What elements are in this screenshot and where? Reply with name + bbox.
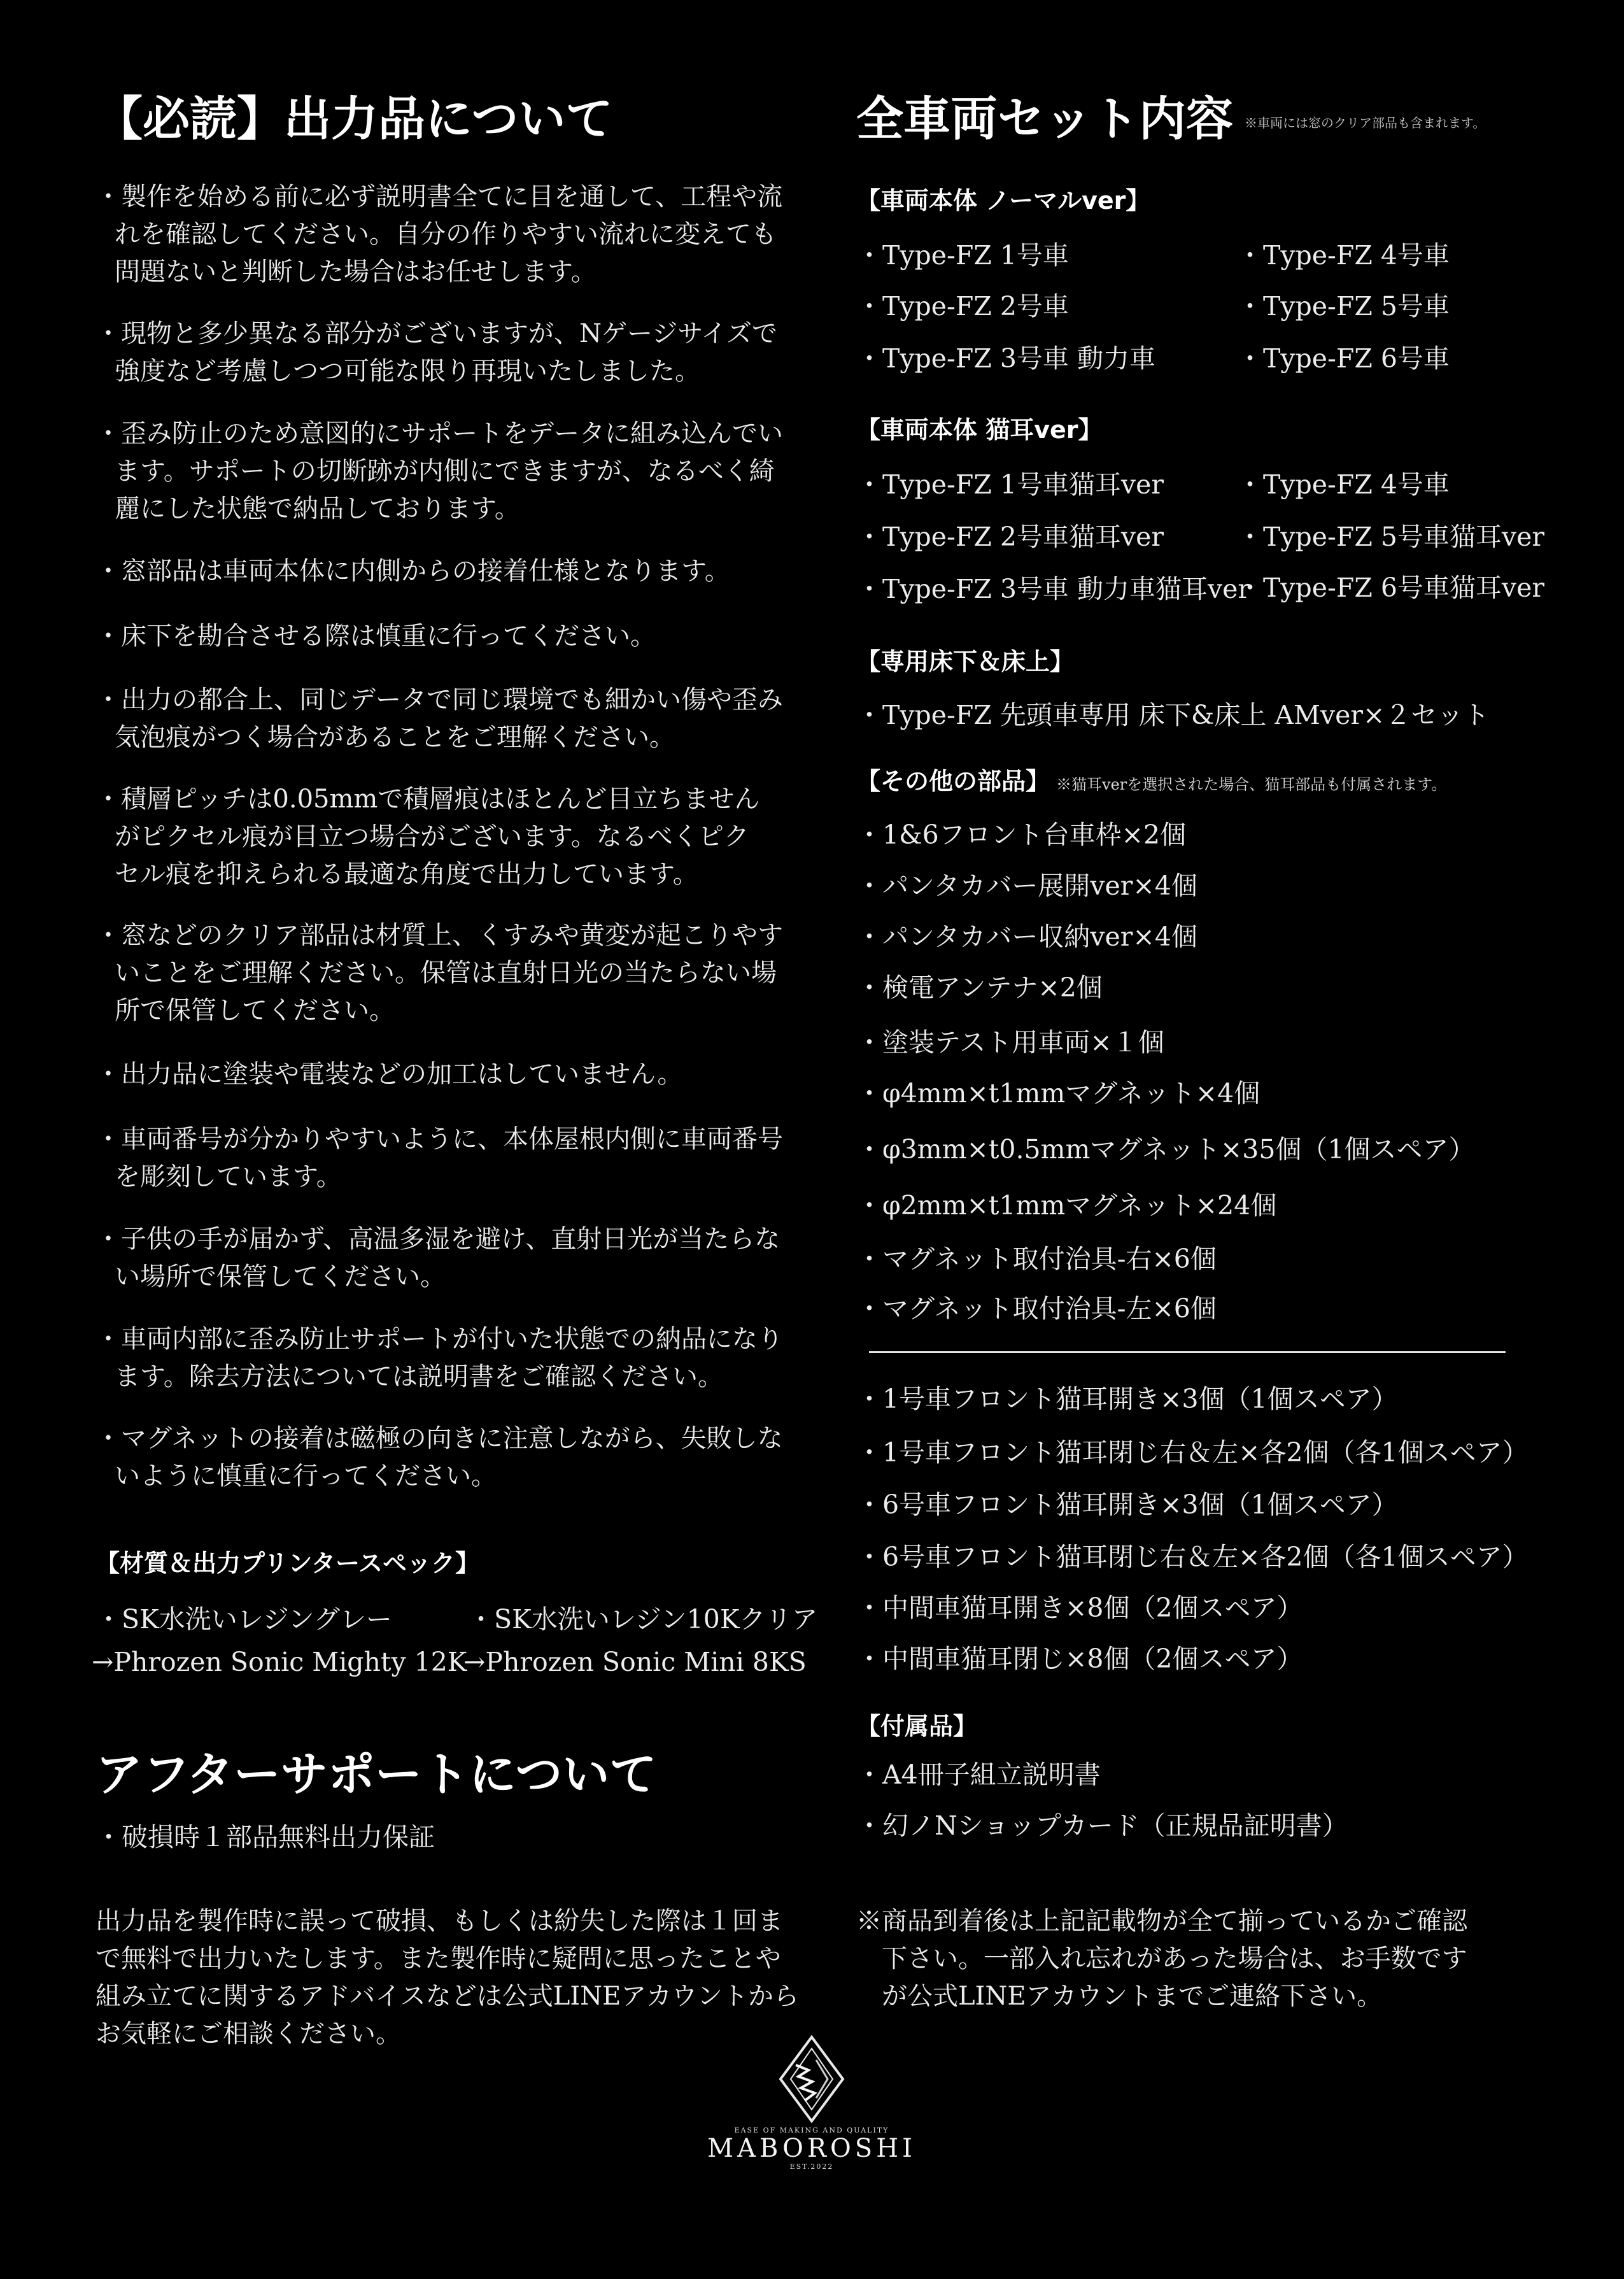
list-item: ・Type-FZ 2号車猫耳ver — [856, 522, 1164, 552]
list-item: ・Type-FZ 1号車 — [856, 240, 1069, 271]
list-item: ・幻ノNショップカード（正規品証明書） — [856, 1810, 1348, 1841]
support-guarantee: ・破損時１部品無料出力保証 — [95, 1822, 435, 1852]
note-item: ・子供の手が届かず、高温多湿を避け、直射日光が当たらな い場所で保管してください。 — [95, 1225, 780, 1291]
note-item: ・車両番号が分かりやすいように、本体屋根内側に車両番号 を彫刻しています。 — [95, 1125, 783, 1191]
list-item: ・中間車猫耳開き×8個（2個スペア） — [856, 1593, 1303, 1623]
spec-material-grey: ・SK水洗いレジングレー — [95, 1604, 392, 1635]
list-item: ・パンタカバー収納ver×4個 — [856, 921, 1197, 952]
list-item: ・塗装テスト用車両×１個 — [856, 1027, 1164, 1058]
list-item: ・Type-FZ 6号車 — [1237, 343, 1450, 374]
note-item: ・現物と多少異なる部分がございますが、Nゲージサイズで 強度など考慮しつつ可能な限り再現いたしました。 — [95, 319, 777, 386]
spec-material-clear: ・SK水洗いレジン10Kクリア — [468, 1604, 818, 1635]
list-item: ・φ4mm×t1mmマグネット×4個 — [856, 1078, 1260, 1109]
note-item: ・窓部品は車両本体に内側からの接着仕様となります。 — [95, 557, 730, 586]
section-divider — [869, 1351, 1506, 1353]
list-item: ・Type-FZ 5号車 — [1237, 291, 1450, 322]
floor-heading: 【専用床下＆床上】 — [856, 648, 1075, 676]
list-item: ・Type-FZ 3号車 動力車 — [856, 343, 1155, 374]
after-support-title: アフターサポートについて — [95, 1747, 657, 1802]
maboroshi-logo — [684, 2034, 939, 2187]
normal-body-heading: 【車両本体 ノーマルver】 — [856, 187, 1150, 215]
note-item: ・車両内部に歪み防止サポートが付いた状態での納品になり ます。除去方法については説明書をご確認ください。 — [95, 1324, 783, 1391]
set-contents-title: 全車両セット内容 ※車両には窓のクリア部品も含まれます。 — [856, 92, 1486, 146]
title-note: ※車両には窓のクリア部品も含まれます。 — [1245, 115, 1486, 131]
other-parts-heading: 【その他の部品】 ※猫耳verを選択された場合、猫耳部品も付属されます。 — [856, 767, 1447, 795]
logo-tagline: EASE OF MAKING AND QUALITY — [734, 2126, 889, 2134]
list-item: ・Type-FZ 4号車 — [1237, 469, 1450, 500]
spec-heading: 【材質＆出力プリンタースペック】 — [95, 1549, 480, 1577]
list-item: ・φ3mm×t0.5mmマグネット×35個（1個スペア） — [856, 1134, 1475, 1165]
output-notes-title: 【必読】出力品について — [95, 92, 613, 146]
list-item: ・マグネット取付治具-右×6個 — [856, 1244, 1217, 1274]
list-item: ・6号車フロント猫耳閉じ右＆左×各2個（各1個スペア） — [856, 1542, 1529, 1572]
list-item: ・Type-FZ 1号車猫耳ver — [856, 469, 1164, 500]
list-item: ・1号車フロント猫耳閉じ右＆左×各2個（各1個スペア） — [856, 1437, 1529, 1468]
note-item: ・積層ピッチは0.05mmで積層痕はほとんど目立ちません がピクセル痕が目立つ場合がございます。なるべくピク セル痕を抑えられる最適な角度で出力しています。 — [95, 785, 760, 889]
note-item: ・窓などのクリア部品は材質上、くすみや黄変が起こりやす いことをご理解ください。保管は直射日光の当たらない場 所で保管してください。 — [95, 921, 783, 1025]
note-item: ・床下を勘合させる際は慎重に行ってください。 — [95, 621, 656, 651]
list-item: ・Type-FZ 3号車 動力車猫耳ver — [856, 574, 1250, 604]
list-item: ・検電アンテナ×2個 — [856, 972, 1103, 1003]
logo-brand: MABOROSHI — [707, 2134, 916, 2163]
list-item: ・Type-FZ 5号車猫耳ver — [1237, 522, 1544, 552]
list-item: ・Type-FZ 2号車 — [856, 291, 1069, 322]
list-item: ・φ2mm×t1mmマグネット×24個 — [856, 1190, 1277, 1221]
note-item: ・製作を始める前に必ず説明書全てに目を通して、工程や流 れを確認してください。自分の作りやすい流れに変えても 問題ないと判断した場合はお任せします。 — [95, 182, 783, 287]
list-item: ・マグネット取付治具-左×6個 — [856, 1293, 1217, 1324]
note-item: ・出力の都合上、同じデータで同じ環境でも細かい傷や歪み 気泡痕がつく場合があることをご理解ください。 — [95, 685, 783, 752]
list-item: ・パンタカバー展開ver×4個 — [856, 870, 1197, 901]
other-parts-note: ※猫耳verを選択された場合、猫耳部品も付属されます。 — [1056, 776, 1447, 793]
spec-printer-clear: →Phrozen Sonic Mini 8KS — [463, 1647, 807, 1677]
logo-est: EST.2022 — [789, 2162, 834, 2171]
arrival-notice: ※商品到着後は上記記載物が全て揃っているかご確認 下さい。一部入れ忘れがあった場合は、お手数です が公式LINEアカウントまでご連絡下さい。 — [856, 1906, 1467, 2011]
accessories-heading: 【付属品】 — [856, 1712, 978, 1740]
list-item: ・1号車フロント猫耳開き×3個（1個スペア） — [856, 1384, 1398, 1414]
note-item: ・マグネットの接着は磁極の向きに注意しながら、失敗しな いように慎重に行ってください。 — [95, 1424, 783, 1491]
note-item: ・歪み防止のため意図的にサポートをデータに組み込んでい ます。サポートの切断跡が内側にできますが、なるべく綺 麗にした状態で納品しております。 — [95, 419, 783, 523]
list-item: ・Type-FZ 6号車猫耳ver — [1237, 572, 1544, 603]
list-item: ・1&6フロント台車枠×2個 — [856, 820, 1187, 850]
logo-mark-icon — [777, 2034, 847, 2124]
list-item: ・Type-FZ 先頭車専用 床下&床上 AMver×２セット — [856, 700, 1490, 730]
note-item: ・出力品に塗装や電装などの加工はしていません。 — [95, 1060, 683, 1089]
support-description: 出力品を製作時に誤って破損、もしくは紛失した際は１回ま で無料で出力いたします。また製作時に疑問に思ったことや 組み立てに関するアドバイスなどは公式LINEアカウントから お気軽にご相談ください。 — [95, 1906, 799, 2048]
list-item: ・中間車猫耳閉じ×8個（2個スペア） — [856, 1644, 1303, 1674]
list-item: ・6号車フロント猫耳開き×3個（1個スペア） — [856, 1489, 1398, 1520]
spec-printer-grey: →Phrozen Sonic Mighty 12K — [92, 1647, 467, 1677]
list-item: ・A4冊子組立説明書 — [856, 1759, 1101, 1790]
list-item: ・Type-FZ 4号車 — [1237, 240, 1450, 271]
cat-body-heading: 【車両本体 猫耳ver】 — [856, 416, 1103, 444]
